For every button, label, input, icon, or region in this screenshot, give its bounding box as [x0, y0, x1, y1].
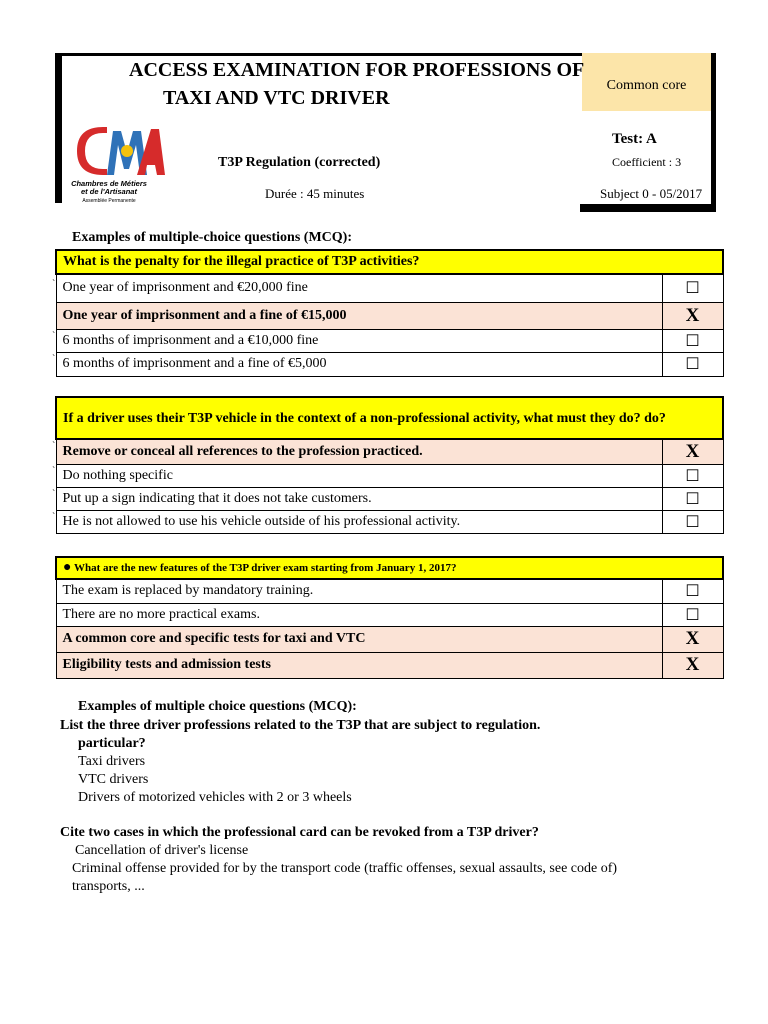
logo-dot	[121, 145, 133, 157]
question-table-3	[55, 556, 724, 679]
logo-text-3: Assemblée Permanente	[82, 198, 136, 203]
row-tick: `	[52, 441, 56, 452]
option-row-correct	[56, 626, 723, 652]
test-label: Test: A	[612, 131, 657, 147]
subject-label: Subject 0 - 05/2017	[600, 186, 703, 201]
coefficient-label: Coefficient : 3	[612, 155, 682, 169]
question-2-text: If a driver uses their T3P vehicle in the context of a non-professional activity, what must they do? do?	[56, 397, 723, 439]
duration-label: Durée : 45 minutes	[265, 186, 365, 201]
option-text: 6 months of imprisonment and a €10,000 fine	[56, 329, 662, 352]
checkbox[interactable]: ☐	[662, 579, 723, 603]
checkbox[interactable]: ☐	[662, 510, 723, 533]
question-3-text	[56, 557, 723, 579]
answer-item: Criminal offense provided for by the transport code (traffic offenses, sexual assaults, see code of)	[72, 861, 618, 876]
option-text: Eligibility tests and admission tests	[56, 652, 662, 678]
option-text: He is not allowed to use his vehicle outside of his professional activity.	[56, 510, 662, 533]
logo-c-shape	[77, 127, 107, 175]
answer-item: Drivers of motorized vehicles with 2 or 3 wheels	[78, 790, 352, 805]
checkbox[interactable]: ☐	[662, 487, 723, 510]
correct-mark[interactable]: X	[662, 652, 723, 678]
correct-mark[interactable]: X	[662, 626, 723, 652]
bullet-icon: ●	[63, 560, 72, 575]
option-row	[56, 603, 723, 626]
option-text: Do nothing specific	[56, 464, 662, 487]
answer-item: Cancellation of driver's license	[75, 843, 249, 858]
option-text: One year of imprisonment and €20,000 fine	[56, 274, 662, 302]
open-question-1-cont: particular?	[78, 736, 146, 751]
cma-logo-mark	[67, 121, 167, 203]
exam-header	[55, 53, 715, 212]
open-question-1: List the three driver professions related to the T3P that are subject to regulation.	[60, 718, 541, 733]
question-table-2	[55, 396, 724, 534]
answer-item: VTC drivers	[78, 772, 149, 787]
option-text: There are no more practical exams.	[56, 603, 662, 626]
answer-item: transports, ...	[72, 879, 145, 894]
open-intro: Examples of multiple choice questions (MCQ):	[78, 699, 357, 714]
row-tick: `	[52, 354, 56, 365]
exam-title-line1: ACCESS EXAMINATION FOR PROFESSIONS OF	[129, 59, 585, 81]
question-table-1	[55, 249, 724, 377]
header-border-bottom	[580, 204, 715, 212]
option-row	[56, 487, 723, 510]
cma-logo	[67, 121, 167, 203]
option-text: Remove or conceal all references to the profession practiced.	[56, 439, 662, 464]
option-row-correct	[56, 652, 723, 678]
option-row-correct	[56, 302, 723, 329]
option-text: A common core and specific tests for taxi and VTC	[56, 626, 662, 652]
common-core-label: Common core	[582, 53, 711, 111]
mcq-intro: Examples of multiple-choice questions (MCQ):	[72, 230, 352, 245]
option-row-correct	[56, 439, 723, 464]
row-tick: `	[52, 489, 56, 500]
header-border-left	[55, 53, 62, 203]
checkbox[interactable]: ☐	[662, 352, 723, 376]
logo-text-2: et de l'Artisanat	[81, 187, 137, 196]
option-row	[56, 579, 723, 603]
checkbox[interactable]: ☐	[662, 603, 723, 626]
header-border-top	[55, 53, 582, 56]
header-border-right	[711, 53, 716, 212]
regulation-label: T3P Regulation (corrected)	[218, 155, 381, 170]
question-3-label: What are the new features of the T3P driver exam starting from January 1, 2017?	[74, 562, 457, 574]
option-row	[56, 510, 723, 533]
option-row	[56, 329, 723, 352]
row-tick: `	[52, 279, 56, 290]
checkbox[interactable]: ☐	[662, 274, 723, 302]
correct-mark[interactable]: X	[662, 439, 723, 464]
question-1-text: What is the penalty for the illegal practice of T3P activities?	[56, 250, 723, 274]
option-row	[56, 464, 723, 487]
option-text: Put up a sign indicating that it does not take customers.	[56, 487, 662, 510]
logo-text-1: Chambres de Métiers	[71, 179, 147, 188]
option-text: The exam is replaced by mandatory training.	[56, 579, 662, 603]
open-question-2: Cite two cases in which the professional card can be revoked from a T3P driver?	[60, 825, 539, 840]
option-text: One year of imprisonment and a fine of €15,000	[56, 302, 662, 329]
row-tick: `	[52, 466, 56, 477]
correct-mark[interactable]: X	[662, 302, 723, 329]
checkbox[interactable]: ☐	[662, 329, 723, 352]
option-text: 6 months of imprisonment and a fine of €5,000	[56, 352, 662, 376]
exam-title-line2: TAXI AND VTC DRIVER	[163, 87, 390, 109]
row-tick: `	[52, 512, 56, 523]
row-tick: `	[52, 331, 56, 342]
option-row	[56, 352, 723, 376]
checkbox[interactable]: ☐	[662, 464, 723, 487]
answer-item: Taxi drivers	[78, 754, 146, 769]
option-row	[56, 274, 723, 302]
